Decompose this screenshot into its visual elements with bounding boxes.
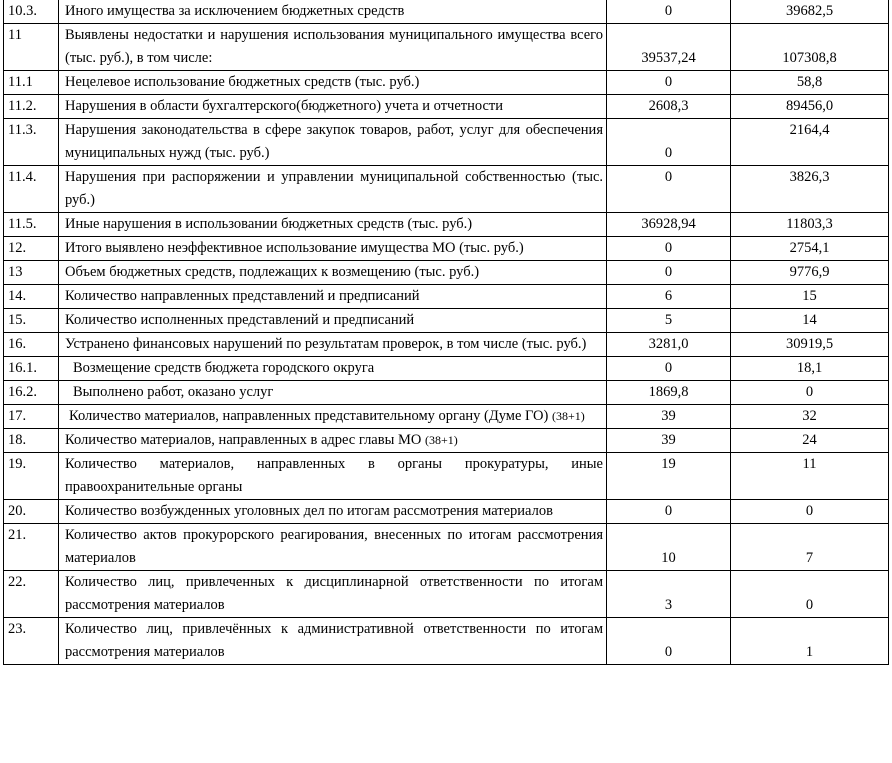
row-value-1: 0 [607, 500, 731, 524]
table-row [4, 405, 889, 429]
row-number: 22. [4, 571, 59, 618]
row-value-1: 3 [607, 571, 731, 618]
row-value-2: 0 [731, 381, 889, 405]
row-value-2: 11 [731, 453, 889, 500]
row-name-cell [59, 261, 607, 285]
row-name-cell [59, 429, 607, 453]
row-name: Количество материалов, направленных в адрес главы МО [65, 432, 422, 448]
row-name: Нарушения законодательства в сфере закупок товаров, работ, услуг для обеспечения муниципальных нужд (тыс. руб.) [65, 122, 603, 161]
row-value-2: 32 [731, 405, 889, 429]
row-value-1: 36928,94 [607, 213, 731, 237]
row-name: Выявлены недостатки и нарушения использования муниципального имущества всего (тыс. руб.), в том числе: [65, 27, 603, 66]
row-number: 11.3. [4, 119, 59, 166]
row-name: Нецелевое использование бюджетных средств (тыс. руб.) [65, 74, 420, 90]
row-value-2: 89456,0 [731, 95, 889, 119]
table-row [4, 119, 889, 166]
table-row [4, 357, 889, 381]
row-name-cell [59, 524, 607, 571]
row-value-2: 2754,1 [731, 237, 889, 261]
row-name-cell [59, 119, 607, 166]
row-name-cell [59, 618, 607, 665]
row-name-cell [59, 24, 607, 71]
row-value-1: 6 [607, 285, 731, 309]
row-value-2: 7 [731, 524, 889, 571]
row-number: 16. [4, 333, 59, 357]
row-number: 23. [4, 618, 59, 665]
row-value-1: 19 [607, 453, 731, 500]
table-row [4, 261, 889, 285]
row-value-1: 0 [607, 237, 731, 261]
row-name: Количество лиц, привлечённых к административной ответственности по итогам рассмотрения материалов [65, 621, 603, 660]
row-value-1: 0 [607, 119, 731, 166]
row-name: Нарушения в области бухгалтерского(бюджетного) учета и отчетности [65, 98, 504, 114]
row-number: 11.2. [4, 95, 59, 119]
row-name: Количество лиц, привлеченных к дисциплинарной ответственности по итогам рассмотрения материалов [65, 574, 603, 613]
row-value-2: 58,8 [731, 71, 889, 95]
table-row [4, 381, 889, 405]
row-name-cell [59, 405, 607, 429]
row-value-2: 0 [731, 571, 889, 618]
table-row [4, 309, 889, 333]
table-row [4, 524, 889, 571]
table-row [4, 333, 889, 357]
row-name: Количество актов прокурорского реагирования, внесенных по итогам рассмотрения материалов [65, 527, 603, 566]
row-value-1: 3281,0 [607, 333, 731, 357]
row-name: Выполнено работ, оказано услуг [73, 384, 274, 400]
row-name: Иного имущества за исключением бюджетных средств [65, 3, 405, 19]
table-row [4, 95, 889, 119]
row-name-cell [59, 237, 607, 261]
row-name: Иные нарушения в использовании бюджетных средств (тыс. руб.) [65, 216, 473, 232]
table-row [4, 429, 889, 453]
row-value-1: 0 [607, 357, 731, 381]
row-name: Количество возбужденных уголовных дел по итогам рассмотрения материалов [65, 503, 553, 519]
row-value-2: 2164,4 [731, 119, 889, 166]
report-table [3, 0, 889, 665]
row-value-2: 1 [731, 618, 889, 665]
row-name-cell [59, 571, 607, 618]
row-name-cell [59, 166, 607, 213]
row-value-2: 107308,8 [731, 24, 889, 71]
row-value-1: 5 [607, 309, 731, 333]
row-value-1: 0 [607, 0, 731, 24]
row-number: 13 [4, 261, 59, 285]
table-row [4, 24, 889, 71]
table-row [4, 71, 889, 95]
row-name: Устранено финансовых нарушений по результатам проверок, в том числе (тыс. руб.) [65, 336, 587, 352]
row-value-1: 39 [607, 429, 731, 453]
row-note: (38+1) [424, 433, 458, 447]
row-value-1: 1869,8 [607, 381, 731, 405]
row-value-2: 9776,9 [731, 261, 889, 285]
row-name-cell [59, 95, 607, 119]
row-name-cell [59, 333, 607, 357]
row-name-cell [59, 381, 607, 405]
table-row [4, 237, 889, 261]
row-number: 16.2. [4, 381, 59, 405]
row-value-1: 0 [607, 71, 731, 95]
table-row [4, 166, 889, 213]
row-value-1: 39 [607, 405, 731, 429]
row-name-cell [59, 357, 607, 381]
row-value-1: 0 [607, 166, 731, 213]
row-name-cell [59, 71, 607, 95]
row-note: (38+1) [551, 409, 585, 423]
row-number: 12. [4, 237, 59, 261]
row-value-2: 39682,5 [731, 0, 889, 24]
row-number: 11.1 [4, 71, 59, 95]
row-number: 19. [4, 453, 59, 500]
row-name: Итого выявлено неэффективное использование имущества МО (тыс. руб.) [65, 240, 524, 256]
table-row [4, 0, 889, 24]
row-name-cell [59, 500, 607, 524]
row-value-1: 39537,24 [607, 24, 731, 71]
table-row [4, 285, 889, 309]
row-value-2: 24 [731, 429, 889, 453]
row-name-cell [59, 213, 607, 237]
row-number: 14. [4, 285, 59, 309]
row-name-cell [59, 0, 607, 24]
row-value-1: 0 [607, 261, 731, 285]
row-number: 16.1. [4, 357, 59, 381]
row-number: 11.4. [4, 166, 59, 213]
row-value-2: 18,1 [731, 357, 889, 381]
row-name: Возмещение средств бюджета городского округа [73, 360, 375, 376]
row-name: Количество направленных представлений и предписаний [65, 288, 420, 304]
table-row [4, 571, 889, 618]
table-row [4, 453, 889, 500]
row-value-1: 2608,3 [607, 95, 731, 119]
row-name: Нарушения при распоряжении и управлении муниципальной собственностью (тыс. руб.) [65, 169, 603, 208]
row-value-2: 11803,3 [731, 213, 889, 237]
row-name: Объем бюджетных средств, подлежащих к возмещению (тыс. руб.) [65, 264, 480, 280]
row-number: 17. [4, 405, 59, 429]
report-table-body [4, 0, 889, 665]
row-number: 11.5. [4, 213, 59, 237]
row-number: 10.3. [4, 0, 59, 24]
row-value-1: 0 [607, 618, 731, 665]
row-number: 18. [4, 429, 59, 453]
row-name-cell [59, 309, 607, 333]
row-name: Количество материалов, направленных в органы прокуратуры, иные правоохранительные органы [65, 456, 603, 495]
row-name: Количество исполненных представлений и предписаний [65, 312, 415, 328]
row-number: 20. [4, 500, 59, 524]
table-row [4, 500, 889, 524]
table-row [4, 618, 889, 665]
row-value-2: 14 [731, 309, 889, 333]
row-number: 21. [4, 524, 59, 571]
table-row [4, 213, 889, 237]
row-name-cell [59, 285, 607, 309]
row-name: Количество материалов, направленных представительному органу (Думе ГО) [69, 408, 549, 424]
row-number: 11 [4, 24, 59, 71]
row-value-2: 3826,3 [731, 166, 889, 213]
row-value-2: 30919,5 [731, 333, 889, 357]
row-name-cell [59, 453, 607, 500]
row-value-2: 15 [731, 285, 889, 309]
row-value-2: 0 [731, 500, 889, 524]
row-value-1: 10 [607, 524, 731, 571]
row-number: 15. [4, 309, 59, 333]
